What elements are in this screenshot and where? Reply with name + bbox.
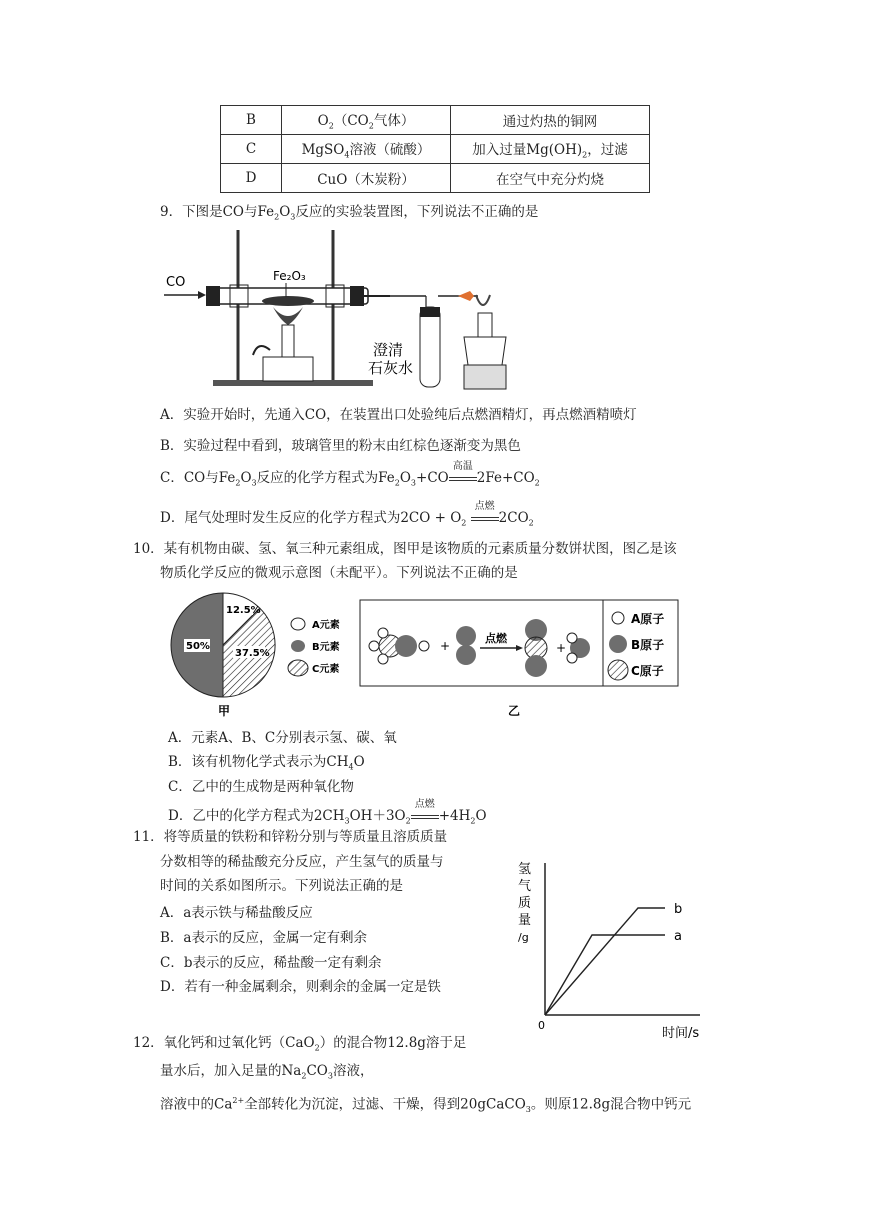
text: 溶液中的Ca [160, 1096, 233, 1113]
origin-label: 0 [538, 1019, 545, 1032]
subscript: 2 [301, 1071, 307, 1081]
q11-option-c: C．b表示的反应，稀盐酸一定有剩余 [160, 955, 382, 971]
subscript: 2 [582, 150, 588, 160]
pie-label-12-5: 12.5% [226, 605, 261, 616]
subscript: 2 [314, 1043, 320, 1053]
q11-option-b: B．a表示的反应，金属一定有剩余 [160, 930, 367, 946]
equals-bar [471, 517, 499, 521]
subscript: 3 [251, 478, 257, 488]
reaction-condition [471, 501, 499, 526]
y-axis-label-char: 量 [518, 913, 532, 928]
text: O [475, 808, 487, 824]
stopper-left [206, 286, 220, 306]
lamp-flame-icon [476, 295, 490, 305]
table-cell: 在空气中充分灼烧 [451, 164, 650, 193]
text: 反应的化学方程式为Fe [256, 470, 395, 486]
alcohol-lamp [464, 337, 506, 365]
cell-text: 加入过量Mg(OH) [472, 142, 583, 159]
text: OH＋3O [349, 808, 406, 824]
curve-b-label: b [674, 902, 683, 917]
q10-option-b [168, 750, 365, 772]
subscript: 2 [461, 518, 467, 528]
question-10-stem-line2: 物质化学反应的微观示意图（未配平）。下列说法不正确的是 [160, 565, 518, 581]
curve-a-label: a [674, 929, 682, 944]
condition-label: 点燃 [414, 799, 435, 810]
subscript: 2 [405, 816, 411, 826]
text: +4H [438, 808, 471, 824]
text: 2Fe+CO [476, 470, 535, 486]
q10-option-d [168, 799, 487, 826]
cell-text: ，过滤 [587, 142, 628, 159]
question-11-stem-line3: 时间的关系如图所示。下列说法正确的是 [160, 878, 403, 894]
q10-figures [168, 588, 680, 718]
flame-icon [273, 307, 303, 325]
text: +CO [416, 470, 449, 486]
legend-atom-c-icon [608, 660, 628, 680]
legend-a-label: A元素 [312, 620, 340, 631]
limewater-label-2: 石灰水 [368, 359, 414, 377]
table-cell [451, 135, 650, 164]
y-axis-label-char: 质 [518, 896, 532, 911]
table-cell: D [221, 164, 282, 193]
q9-option-c [160, 461, 540, 488]
atom-a [567, 653, 577, 663]
question-12-line3 [160, 1092, 691, 1119]
text: O [399, 470, 411, 486]
table-row [221, 135, 650, 164]
subscript: 4 [344, 150, 350, 160]
subscript: 2 [328, 121, 334, 131]
superscript: 2+ [232, 1096, 245, 1105]
plus-sign: + [556, 641, 567, 655]
subscript: 2 [534, 478, 540, 488]
q10-option-a: A．元素A、B、C分别表示氢、碳、氧 [168, 730, 397, 746]
text: 量水后，加入足量的Na [160, 1063, 302, 1079]
lamp-wick [478, 313, 492, 337]
subscript: 3 [327, 1071, 333, 1081]
equals-bar [449, 477, 477, 481]
atom-a [567, 633, 577, 643]
table-cell: CuO（木炭粉） [282, 164, 451, 193]
q10-option-c: C．乙中的生成物是两种氧化物 [168, 779, 354, 795]
question-10-stem-line1: 10．某有机物由碳、氢、氧三种元素组成，图甲是该物质的元素质量分数饼状图，图乙是该 [133, 541, 677, 557]
cell-text: 气体） [373, 113, 415, 130]
question-12-line1 [133, 1034, 466, 1058]
text: ）的混合物12.8g溶于足 [319, 1035, 467, 1051]
micro-caption: 乙 [508, 704, 521, 718]
text: CO [306, 1063, 328, 1079]
options-table [220, 105, 650, 193]
atom-a [419, 641, 429, 651]
text: O [279, 204, 291, 220]
co-arrowhead [198, 291, 206, 299]
pie-label-37-5: 37.5% [235, 648, 270, 659]
subscript: 2 [528, 518, 534, 528]
subscript: 3 [525, 1105, 531, 1115]
q11-option-a: A．a表示铁与稀盐酸反应 [160, 905, 313, 921]
atom-a [378, 628, 388, 638]
text: 2CO [498, 510, 529, 526]
atom-b [456, 626, 476, 646]
pie-chart [171, 593, 275, 718]
legend-atom-b-label: B原子 [631, 638, 665, 652]
text: B．该有机物化学式表示为CH [168, 754, 349, 770]
table-cell: 通过灼热的铜网 [451, 106, 650, 135]
limewater-label-1: 澄清 [373, 341, 404, 359]
subscript: 2 [368, 121, 374, 131]
y-axis-label-char: /g [518, 931, 529, 944]
atom-b [525, 655, 547, 677]
legend-atom-c-label: C原子 [631, 664, 664, 678]
text: 全部转化为沉淀，过滤、干燥，得到20gCaCO [244, 1096, 526, 1113]
atom-a [369, 641, 379, 651]
co2-molecule [525, 619, 547, 677]
legend-atom-a-label: A原子 [631, 612, 665, 626]
hydrogen-mass-graph [510, 855, 710, 1045]
subscript: 2 [274, 212, 280, 222]
atom-b [395, 635, 417, 657]
legend-atom-a-icon [612, 612, 624, 624]
text: D．乙中的化学方程式为2CH [168, 808, 345, 824]
question-11-stem-line1: 11．将等质量的铁粉和锌粉分别与等质量且溶质质量 [133, 829, 448, 845]
x-axis-label: 时间/s [662, 1026, 700, 1041]
text: 。则原12.8g混合物中钙元 [530, 1096, 692, 1113]
cell-text: O [317, 113, 329, 130]
fe2o3-powder [262, 296, 314, 306]
test-tube-stopper [420, 307, 440, 317]
curve-b [545, 908, 665, 1015]
co-fe2o3-apparatus-figure [158, 225, 518, 393]
legend-b-icon [291, 640, 305, 652]
table-cell: C [221, 135, 282, 164]
q11-option-d: D．若有一种金属剩余，则剩余的金属一定是铁 [160, 979, 441, 995]
text: O [240, 470, 252, 486]
stopper-right [350, 286, 364, 306]
atom-b [456, 645, 476, 665]
subscript: 2 [470, 816, 476, 826]
legend-c-icon [288, 660, 308, 676]
cell-text: MgSO [301, 142, 345, 159]
arrow-condition-label: 点燃 [485, 632, 507, 645]
lamp-block [464, 365, 506, 389]
pie-caption: 甲 [218, 704, 231, 718]
co-label: CO [166, 275, 186, 290]
question-12-line2 [160, 1062, 373, 1086]
legend-a-icon [291, 618, 305, 630]
question-9-stem [160, 203, 538, 227]
legend-c-label: C元素 [312, 664, 340, 675]
pie-label-50: 50% [186, 641, 210, 652]
text: O [353, 754, 365, 770]
text: C．CO与Fe [160, 470, 236, 486]
plus-sign: + [440, 639, 451, 653]
text: 反应的实验装置图，下列说法不正确的是 [295, 204, 539, 220]
legend-atom-b-icon [609, 635, 627, 653]
q9-option-a: A．实验开始时，先通入CO，在装置出口处验纯后点燃酒精灯，再点燃酒精喷灯 [160, 407, 637, 423]
text: D．尾气处理时发生反应的化学方程式为2CO + O [160, 510, 462, 526]
condition-label: 高温 [452, 461, 473, 472]
fe2o3-label: Fe₂O₃ [273, 269, 306, 283]
subscript: 3 [290, 212, 296, 222]
legend-b-label: B元素 [312, 642, 340, 653]
subscript: 3 [410, 478, 417, 488]
y-axis-label-char: 气 [518, 879, 532, 894]
subscript: 3 [344, 816, 350, 826]
subscript: 2 [394, 478, 400, 488]
equals-bar [411, 815, 439, 819]
subscript: 4 [348, 762, 354, 772]
y-axis-label-char: 氢 [518, 862, 532, 877]
cell-text: （CO [333, 113, 369, 130]
table-row [221, 106, 650, 135]
burner-tube [282, 325, 294, 357]
subscript: 2 [235, 478, 241, 488]
text: 溶液， [332, 1063, 374, 1079]
q9-option-d [160, 501, 534, 528]
reaction-condition [449, 461, 477, 486]
burner-base [263, 357, 313, 381]
text: 12．氧化钙和过氧化钙（CaO [133, 1035, 315, 1051]
reaction-condition [411, 799, 439, 824]
condition-label: 点燃 [474, 501, 495, 512]
q9-option-b: B．实验过程中看到，玻璃管里的粉末由红棕色逐渐变为黑色 [160, 438, 521, 454]
table-row [221, 164, 650, 193]
atom-a [378, 654, 388, 664]
table-cell [282, 106, 451, 135]
table-cell: B [221, 106, 282, 135]
table-cell [282, 135, 451, 164]
text: 9．下图是CO与Fe [160, 204, 275, 220]
question-11-stem-line2: 分数相等的稀盐酸充分反应，产生氢气的质量与 [160, 854, 444, 870]
test-tube [420, 307, 440, 387]
burner-handle [253, 346, 270, 355]
exhaust-flame-icon [458, 291, 474, 301]
cell-text: 溶液（硫酸） [349, 142, 431, 159]
